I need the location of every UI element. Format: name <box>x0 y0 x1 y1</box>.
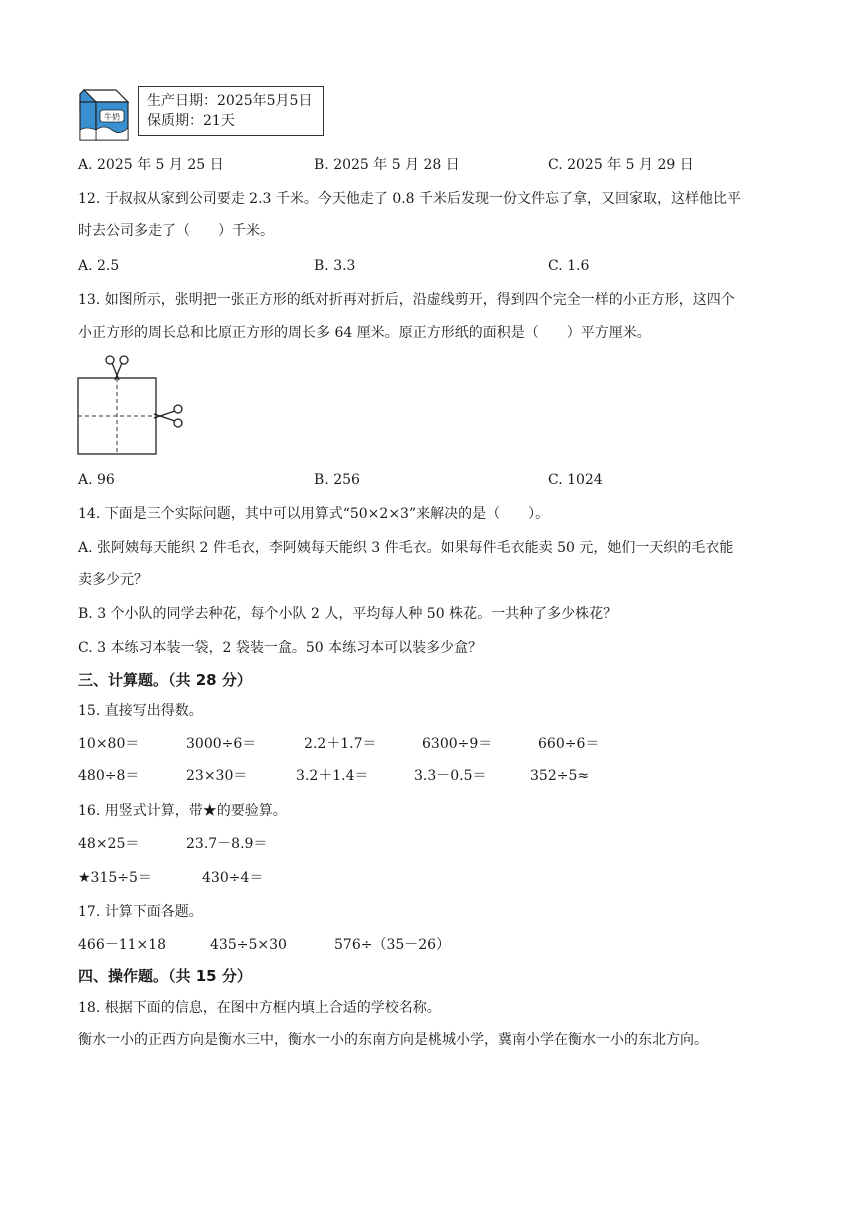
carton-label: 牛奶 <box>104 112 120 122</box>
q13-option-a: A. 96 <box>78 472 115 488</box>
scissors-icon-top <box>106 356 128 380</box>
q14-option-c: C. 3 本练习本装一袋，2 袋装一盒。50 本练习本可以装多少盒？ <box>78 640 483 656</box>
q15-item: 10×80＝ <box>78 736 140 752</box>
q15-item: 3000÷6＝ <box>186 736 257 752</box>
q12-text-line2: 时去公司多走了（ ）千米。 <box>78 223 274 239</box>
q17-item: 435÷5×30 <box>210 937 287 953</box>
q14-option-a-line2: 卖多少元？ <box>78 572 148 588</box>
q16-item: 23.7－8.9＝ <box>186 836 268 852</box>
q12-option-b: B. 3.3 <box>314 258 356 274</box>
q14-option-b: B. 3 个小队的同学去种花，每个小队 2 人，平均每人种 50 株花。一共种了多少株花？ <box>78 606 618 622</box>
q13-text-line1: 13. 如图所示，张明把一张正方形的纸对折再对折后，沿虚线剪开，得到四个完全一样的小正方形，这四个 <box>78 292 735 308</box>
q15-item: 6300÷9＝ <box>422 736 493 752</box>
section-4-heading: 四、操作题。（共 15 分） <box>78 967 252 985</box>
q14-option-a-line1: A. 张阿姨每天能织 2 件毛衣，李阿姨每天能织 3 件毛衣。如果每件毛衣能卖 50 元，她们一天织的毛衣能 <box>78 540 734 556</box>
q15-title: 15. 直接写出得数。 <box>78 703 203 719</box>
milk-carton-image <box>78 82 134 142</box>
q11-option-b: B. 2025 年 5 月 28 日 <box>314 157 460 173</box>
q15-item: 2.2＋1.7＝ <box>304 736 377 752</box>
q17-title: 17. 计算下面各题。 <box>78 904 203 920</box>
q12-text-line1: 12. 于叔叔从家到公司要走 2.3 千米。今天他走了 0.8 千米后发现一份文件忘了拿，又回家取，这样他比平 <box>78 191 742 207</box>
q18-title: 18. 根据下面的信息，在图中方框内填上合适的学校名称。 <box>78 1000 441 1016</box>
q16-item: 430÷4＝ <box>202 870 264 886</box>
q16-item: 48×25＝ <box>78 836 140 852</box>
q12-option-c: C. 1.6 <box>548 258 590 274</box>
production-date: 生产日期：2025年5月5日 <box>147 93 313 109</box>
q11-option-a: A. 2025 年 5 月 25 日 <box>78 157 224 173</box>
q17-item: 576÷（35－26） <box>334 937 451 953</box>
shelf-life: 保质期：21天 <box>147 113 235 129</box>
q15-item: 3.3－0.5＝ <box>414 768 487 784</box>
product-info-box <box>138 86 324 136</box>
q15-item: 352÷5≈ <box>530 768 590 784</box>
q16-title: 16. 用竖式计算，带★的要验算。 <box>78 803 287 819</box>
q17-item: 466－11×18 <box>78 937 167 953</box>
scissors-icon-right <box>154 405 182 427</box>
q12-option-a: A. 2.5 <box>78 258 120 274</box>
q13-option-c: C. 1024 <box>548 472 603 488</box>
q11-option-c: C. 2025 年 5 月 29 日 <box>548 157 694 173</box>
section-3-heading: 三、计算题。（共 28 分） <box>78 671 252 689</box>
square-paper-figure <box>74 352 188 458</box>
q16-item: ★315÷5＝ <box>78 870 152 886</box>
q15-item: 660÷6＝ <box>538 736 600 752</box>
q13-option-b: B. 256 <box>314 472 360 488</box>
q13-text-line2: 小正方形的周长总和比原正方形的周长多 64 厘米。原正方形纸的面积是（ ）平方厘米。 <box>78 325 651 341</box>
q14-text: 14. 下面是三个实际问题，其中可以用算式“50×2×3”来解决的是（ ）。 <box>78 506 550 522</box>
q18-text: 衡水一小的正西方向是衡水三中，衡水一小的东南方向是桃城小学，冀南小学在衡水一小的东北方向。 <box>78 1032 708 1048</box>
q15-item: 3.2＋1.4＝ <box>296 768 369 784</box>
q15-item: 480÷8＝ <box>78 768 140 784</box>
q15-item: 23×30＝ <box>186 768 248 784</box>
